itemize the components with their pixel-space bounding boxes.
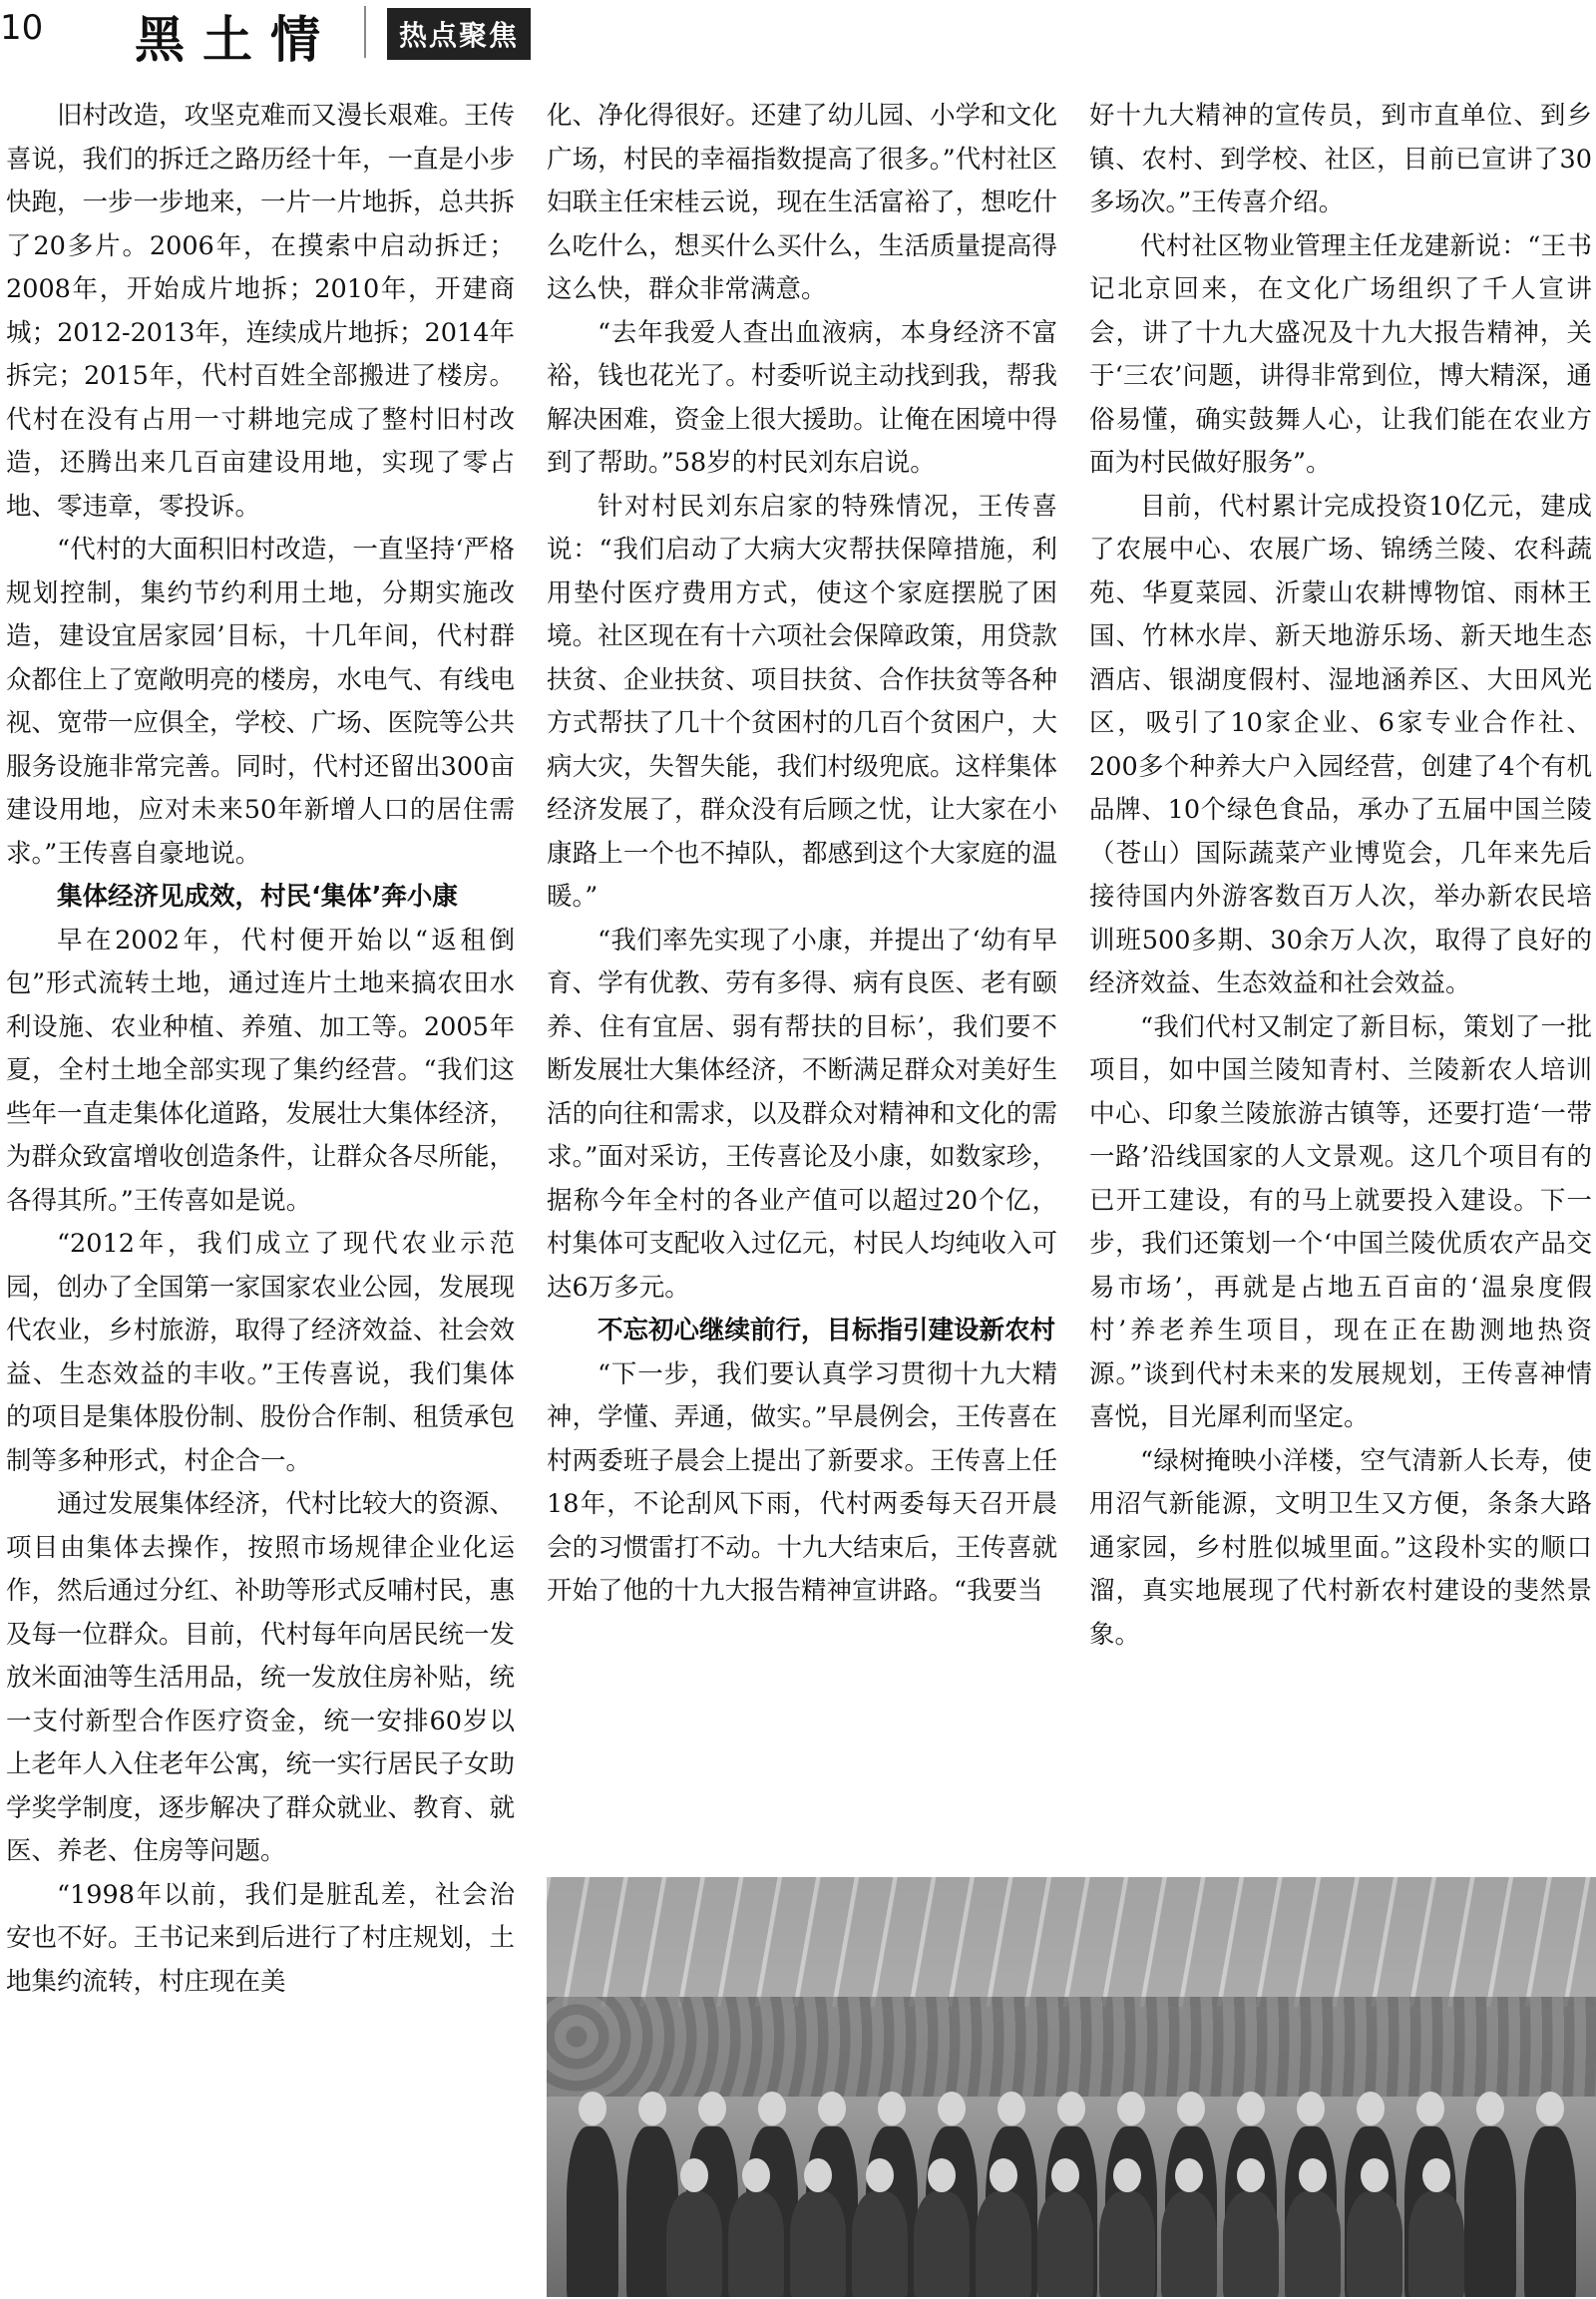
subheading: 不忘初心继续前行，目标指引建设新农村 bbox=[598, 1316, 1056, 1345]
paragraph: 目前，代村累计完成投资10亿元，建成了农展中心、农展广场、锦绣兰陵、农科蔬苑、华夏菜园、沂蒙山农耕博物馆、雨林王国、竹林水岸、新天地游乐场、新天地生态酒店、银湖度假村、湿地涵养区、大田风光区，吸引了10家企业、6家专业合作社、200多个种养大户入园经营，创建了4个有机品牌、10个绿色食品，承办了五届中国兰陵（苍山）国际蔬菜产业博览会，几年来先后接待国内外游客数百万人次，举办新农民培训班500多期、30余万人次，取得了良好的经济效益、生态效益和社会效益。 bbox=[1089, 491, 1592, 998]
person-head bbox=[1117, 2092, 1145, 2125]
person-head bbox=[1051, 2158, 1079, 2192]
person-silhouette bbox=[914, 2191, 970, 2297]
paragraph: 旧村改造，攻坚克难而又漫长艰难。王传喜说，我们的拆迁之路历经十年，一直是小步快跑，一步一步地来，一片一片地拆，总共拆了20多片。2006年，在摸索中启动拆迁；2008年，开始成片地拆；2010年，开建商城；2012-2013年，连续成片地拆；2014年拆完；2015年，代村百姓全部搬进了楼房。代村在没有占用一寸耕地完成了整村旧村改造，还腾出来几百亩建设用地，实现了零占地、零违章，零投诉。 bbox=[6, 101, 516, 522]
paragraph: 代村社区物业管理主任龙建新说：“王书记北京回来，在文化广场组织了千人宣讲会，讲了十九大盛况及十九大报告精神，关于‘三农’问题，讲得非常到位，博大精深，通俗易懂，确实鼓舞人心，让我们能在农业方面为村民做好服务”。 bbox=[1089, 230, 1592, 478]
header-divider bbox=[364, 6, 366, 58]
greenhouse-roof bbox=[547, 1877, 1596, 2007]
paragraph: 通过发展集体经济，代村比较大的资源、项目由集体去操作，按照市场规律企业化运作，然后通过分红、补助等形式反哺村民，惠及每一位群众。目前，代村每年向居民统一发放米面油等生活用品，统一发放住房补贴，统一支付新型合作医疗资金，统一安排60岁以上老年人入住老年公寓，统一实行居民子女助学奖学制度，逐步解决了群众就业、教育、就医、养老、住房等问题。 bbox=[6, 1489, 516, 1866]
person-silhouette bbox=[1161, 2191, 1217, 2297]
person-head bbox=[1476, 2092, 1504, 2125]
person-head bbox=[1536, 2092, 1564, 2125]
paragraph: 早在2002年，代村便开始以“返租倒包”形式流转土地，通过连片土地来搞农田水利设施、农业种植、养殖、加工等。2005年夏，全村土地全部实现了集约经营。“我们这些年一直走集体化道路，发展壮大集体经济，为群众致富增收创造条件，让群众各尽所能，各得其所。”王传喜如是说。 bbox=[6, 925, 516, 1216]
subheading: 集体经济见成效，村民‘集体’奔小康 bbox=[57, 882, 458, 912]
article-column-2 bbox=[547, 95, 1057, 1830]
person-silhouette bbox=[666, 2191, 722, 2297]
paragraph: “去年我爱人查出血液病，本身经济不富裕，钱也花光了。村委听说主动找到我，帮我解决困难，资金上很大援助。让俺在困境中得到了帮助。”58岁的村民刘东启说。 bbox=[547, 317, 1057, 478]
person-head bbox=[1237, 2092, 1265, 2125]
person-silhouette bbox=[1285, 2191, 1341, 2297]
person-silhouette bbox=[1524, 2126, 1576, 2297]
flower-hedge bbox=[547, 1997, 1596, 2097]
person-silhouette bbox=[1347, 2191, 1402, 2297]
paragraph: “代村的大面积旧村改造，一直坚持‘严格规划控制，集约节约利用土地，分期实施改造，建设宜居家园’目标，十几年间，代村群众都住上了宽敞明亮的楼房，水电气、有线电视、宽带一应俱全，学校、广场、医院等公共服务设施非常完善。同时，代村还留出300亩建设用地，应对未来50年新增人口的居住需求。”王传喜自豪地说。 bbox=[6, 535, 516, 869]
person-head bbox=[938, 2092, 966, 2125]
person-silhouette bbox=[790, 2191, 846, 2297]
person-silhouette bbox=[1223, 2191, 1279, 2297]
person-head bbox=[698, 2092, 726, 2125]
person-head bbox=[1299, 2158, 1327, 2192]
person-head bbox=[998, 2092, 1025, 2125]
person-silhouette bbox=[1099, 2191, 1155, 2297]
person-silhouette bbox=[852, 2191, 908, 2297]
article-column-3 bbox=[1089, 95, 1592, 1830]
person-head bbox=[579, 2092, 606, 2125]
person-silhouette bbox=[728, 2191, 784, 2297]
person-head bbox=[1416, 2092, 1444, 2125]
person-head bbox=[1422, 2158, 1450, 2192]
person-head bbox=[866, 2158, 894, 2192]
paragraph: “我们率先实现了小康，并提出了‘幼有早育、学有优教、劳有多得、病有良医、老有颐养、住有宜居、弱有帮扶的目标’，我们要不断发展壮大集体经济，不断满足群众对美好生活的向往和需求，以及群众对精神和文化的需求。”面对采访，王传喜论及小康，如数家珍，据称今年全村的各业产值可以超过20个亿，村集体可支配收入过亿元，村民人均纯收入可达6万多元。 bbox=[547, 925, 1057, 1303]
paragraph: 针对村民刘东启家的特殊情况，王传喜说：“我们启动了大病大灾帮扶保障措施，利用垫付医疗费用方式，使这个家庭摆脱了困境。社区现在有十六项社会保障政策，用贷款扶贫、企业扶贫、项目扶贫、合作扶贫等各种方式帮扶了几十个贫困村的几百个贫困户，大病大灾，失智失能，我们村级兜底。这样集体经济发展了，群众没有后顾之忧，让大家在小康路上一个也不掉队，都感到这个大家庭的温暖。” bbox=[547, 491, 1057, 912]
paragraph: “下一步，我们要认真学习贯彻十九大精神，学懂、弄通，做实。”早晨例会，王传喜在村两委班子晨会上提出了新要求。王传喜上任18年，不论刮风下雨，代村两委每天召开晨会的习惯雷打不动。十九大结束后，王传喜就开始了他的十九大报告精神宣讲路。“我要当 bbox=[547, 1358, 1057, 1606]
page-number: 10 bbox=[0, 8, 44, 48]
masthead-title: 黑土情 bbox=[135, 10, 338, 69]
person-silhouette bbox=[1408, 2191, 1464, 2297]
person-head bbox=[878, 2092, 906, 2125]
person-silhouette bbox=[1464, 2126, 1516, 2297]
person-head bbox=[638, 2092, 666, 2125]
person-head bbox=[1057, 2092, 1085, 2125]
person-head bbox=[1113, 2158, 1141, 2192]
paragraph: 好十九大精神的宣传员，到市直单位、到乡镇、农村、到学校、社区，目前已宣讲了30多场次。”王传喜介绍。 bbox=[1089, 101, 1592, 217]
person-head bbox=[758, 2092, 786, 2125]
page-header bbox=[0, 0, 1596, 70]
paragraph: “我们代村又制定了新目标，策划了一批项目，如中国兰陵知青村、兰陵新农人培训中心、印象兰陵旅游古镇等，还要打造‘一带一路’沿线国家的人文景观。这几个项目有的已开工建设，有的马上就要投入建设。下一步，我们还策划一个‘中国兰陵优质农产品交易市场’，再就是占地五百亩的‘温泉度假村’养老养生项目，现在正在勘测地热资源。”谈到代村未来的发展规划，王传喜神情喜悦，目光犀利而坚定。 bbox=[1089, 1011, 1592, 1432]
paragraph: 化、净化得很好。还建了幼儿园、小学和文化广场，村民的幸福指数提高了很多。”代村社区妇联主任宋桂云说，现在生活富裕了，想吃什么吃什么，想买什么买什么，生活质量提高得这么快，群众非常满意。 bbox=[547, 101, 1057, 304]
person-head bbox=[1357, 2092, 1385, 2125]
person-head bbox=[1361, 2158, 1389, 2192]
group-photo bbox=[547, 1877, 1596, 2297]
article-column-1 bbox=[6, 95, 515, 2299]
person-silhouette bbox=[567, 2126, 618, 2297]
paragraph: “1998年以前，我们是脏乱差，社会治安也不好。王书记来到后进行了村庄规划，土地集约流转，村庄现在美 bbox=[6, 1879, 516, 1997]
person-head bbox=[818, 2092, 846, 2125]
person-head bbox=[928, 2158, 956, 2192]
person-head bbox=[680, 2158, 708, 2192]
person-silhouette bbox=[976, 2191, 1031, 2297]
person-head bbox=[1237, 2158, 1265, 2192]
section-tag: 热点聚焦 bbox=[387, 8, 531, 60]
paragraph: “2012年，我们成立了现代农业示范园，创办了全国第一家国家农业公园，发展现代农业，乡村旅游，取得了经济效益、社会效益、生态效益的丰收。”王传喜说，我们集体的项目是集体股份制、股份合作制、租赁承包制等多种形式，村企合一。 bbox=[6, 1229, 516, 1476]
person-head bbox=[1175, 2158, 1203, 2192]
paragraph: “绿树掩映小洋楼，空气清新人长寿，使用沼气新能源，文明卫生又方便，条条大路通家园，乡村胜似城里面。”这段朴实的顺口溜，真实地展现了代村新农村建设的斐然景象。 bbox=[1089, 1445, 1592, 1650]
person-head bbox=[990, 2158, 1017, 2192]
person-head bbox=[1177, 2092, 1205, 2125]
person-silhouette bbox=[1037, 2191, 1093, 2297]
person-head bbox=[742, 2158, 770, 2192]
person-head bbox=[804, 2158, 832, 2192]
person-head bbox=[1297, 2092, 1325, 2125]
